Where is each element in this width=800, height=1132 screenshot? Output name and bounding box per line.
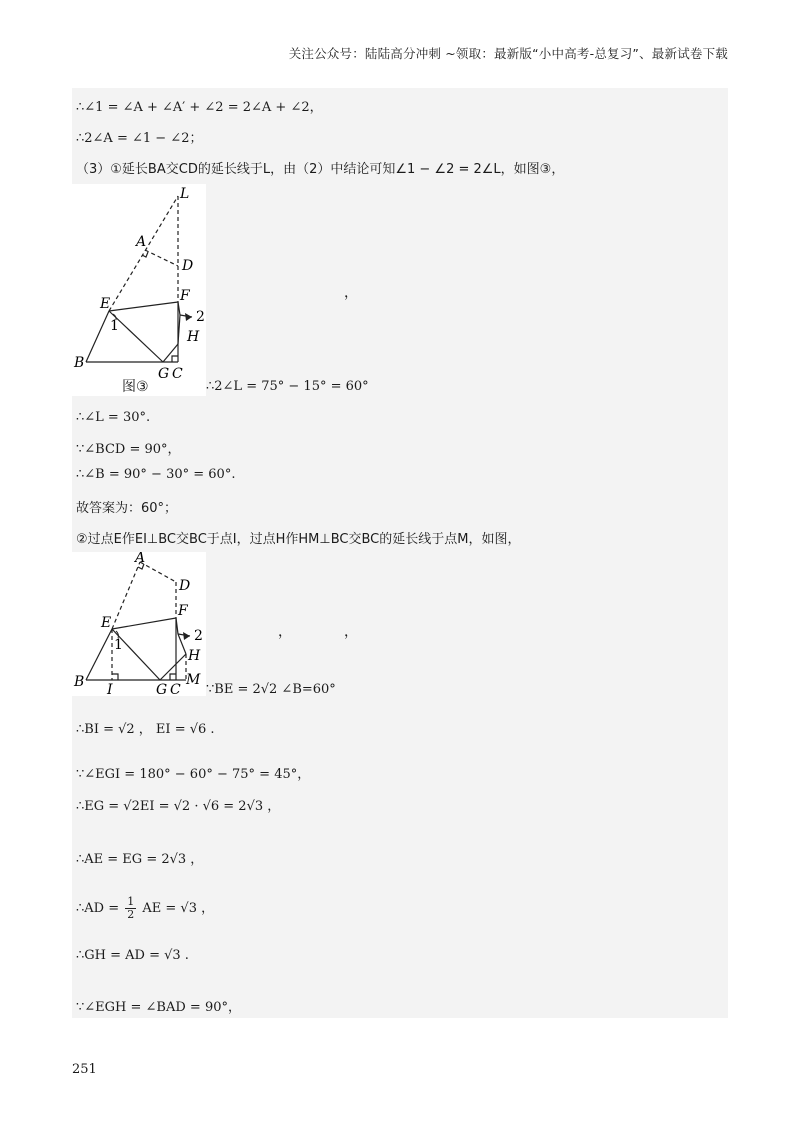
label-H: H xyxy=(188,648,201,664)
label-B: B xyxy=(74,674,85,690)
label-C: C xyxy=(172,366,183,382)
page-header: 关注公众号：陆陆高分冲刺 ~领取：最新版“小中高考-总复习”、最新试卷下载 xyxy=(288,46,728,61)
label-angle-2: 2 xyxy=(194,628,203,644)
figure-3-caption: 图③ xyxy=(122,379,149,395)
label-F: F xyxy=(178,603,188,619)
proof-line-15 xyxy=(76,896,214,921)
label-A: A xyxy=(135,552,146,566)
proof-line-9: ②过点E作EI⊥BC交BC于点I，过点H作HM⊥BC交BC的延长线于点M，如图， xyxy=(76,532,521,547)
label-I: I xyxy=(107,682,113,696)
page-number: 251 xyxy=(72,1062,97,1077)
proof-line-11: ∴BI = √2 ， EI = √6 . xyxy=(76,722,215,737)
label-D: D xyxy=(182,258,194,274)
fraction-one-half xyxy=(125,896,136,921)
fraction-denominator: 2 xyxy=(127,908,135,921)
label-E: E xyxy=(100,296,111,312)
proof-line-14: ∴AE = EG = 2√3 ， xyxy=(76,852,204,867)
label-G: G xyxy=(158,366,170,382)
line-15-suffix: AE = √3 ， xyxy=(142,901,215,916)
label-angle-1: 1 xyxy=(114,637,123,653)
proof-line-4: ∴2∠L = 75° − 15° = 60° xyxy=(206,379,369,394)
label-L: L xyxy=(180,186,190,202)
line-15-prefix: ∴AD = xyxy=(76,901,120,916)
proof-line-5: ∴∠L = 30°. xyxy=(76,410,151,425)
stray-comma-1: ， xyxy=(344,285,358,301)
label-H: H xyxy=(187,329,200,345)
stray-comma-2: ， xyxy=(278,624,292,640)
geometry-figure-4 xyxy=(72,552,206,696)
figure-3-diagram xyxy=(72,184,206,396)
proof-line-7: ∴∠B = 90° − 30° = 60°. xyxy=(76,467,236,482)
label-A: A xyxy=(136,234,147,250)
figure-4-diagram xyxy=(72,552,206,696)
geometry-figure-3 xyxy=(72,184,206,396)
label-D: D xyxy=(179,578,191,594)
proof-line-17: ∵∠EGH = ∠BAD = 90°， xyxy=(76,1000,241,1015)
label-G: G xyxy=(156,682,168,696)
proof-line-1: ∴∠1 = ∠A + ∠A′ + ∠2 = 2∠A + ∠2， xyxy=(76,100,323,115)
fraction-numerator: 1 xyxy=(127,895,135,908)
label-M: M xyxy=(186,672,201,688)
proof-line-10: ∵BE = 2√2 ∠B=60° xyxy=(206,682,336,697)
label-C: C xyxy=(170,682,181,696)
label-F: F xyxy=(180,288,190,304)
proof-line-2: ∴2∠A = ∠1 − ∠2； xyxy=(76,131,203,146)
proof-line-13: ∴EG = √2EI = √2 · √6 = 2√3 ， xyxy=(76,799,281,814)
label-angle-2: 2 xyxy=(196,309,205,325)
proof-line-12: ∵∠EGI = 180° − 60° − 75° = 45°， xyxy=(76,767,311,782)
proof-line-3: （3）①延长BA交CD的延长线于L，由（2）中结论可知∠1 − ∠2 = 2∠L，如图③， xyxy=(76,162,565,177)
stray-comma-3: ， xyxy=(344,624,358,640)
proof-line-16: ∴GH = AD = √3 . xyxy=(76,948,189,963)
label-angle-1: 1 xyxy=(110,318,119,334)
label-B: B xyxy=(74,355,85,371)
proof-line-8: 故答案为：60°； xyxy=(76,501,178,516)
proof-line-6: ∵∠BCD = 90°， xyxy=(76,442,181,457)
label-E: E xyxy=(101,615,112,631)
